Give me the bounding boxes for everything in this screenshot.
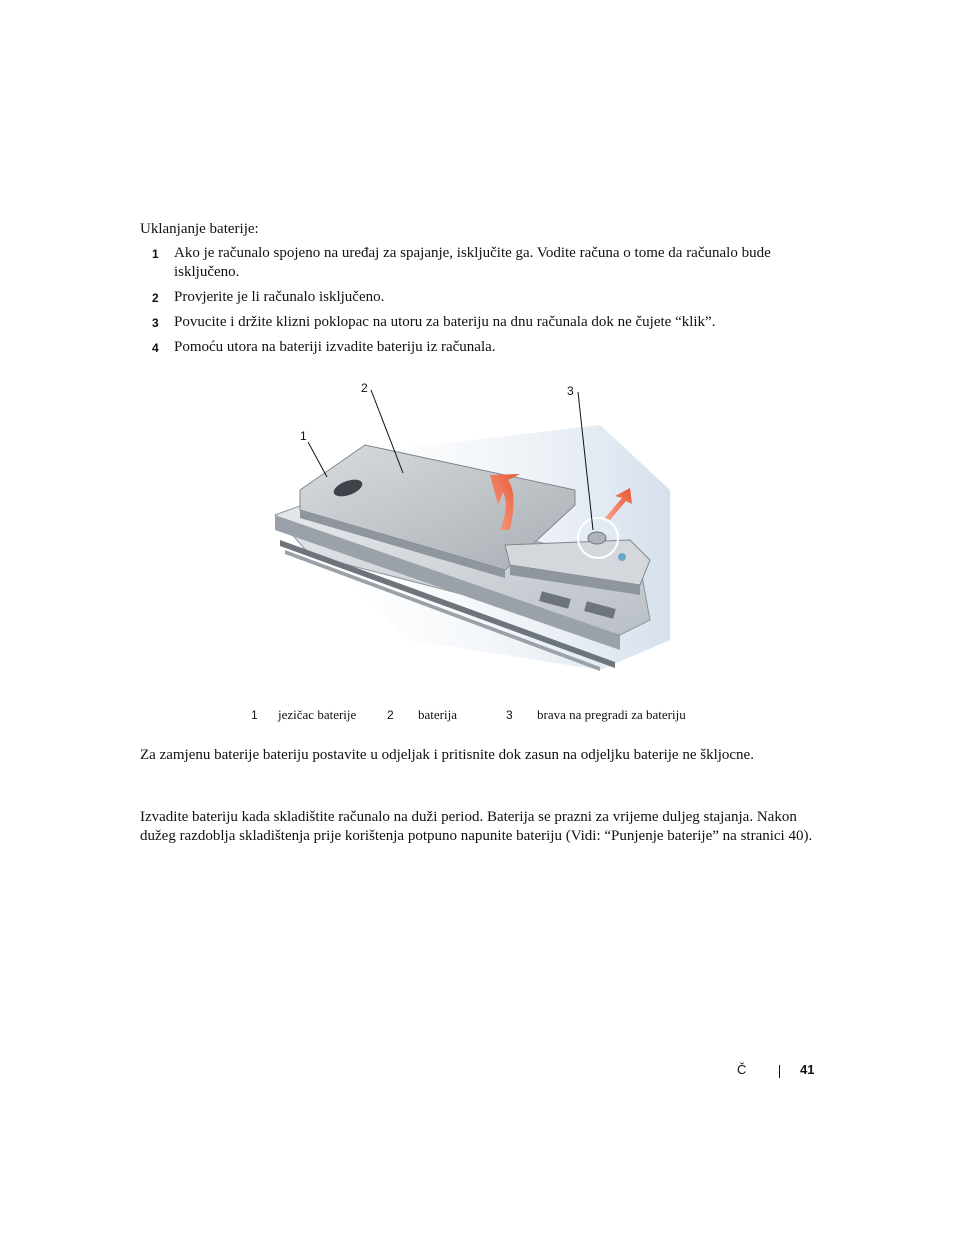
legend-label: jezičac baterije bbox=[278, 707, 357, 722]
step-text: Povucite i držite klizni poklopac na utoru za bateriju na dnu računala dok ne čujete “klik”. bbox=[174, 314, 716, 330]
battery-illustration bbox=[270, 380, 690, 680]
battery-removal-figure bbox=[270, 380, 690, 680]
replace-paragraph: Za zamjenu baterije bateriju postavite u odjeljak i pritisnite dok zasun na odjeljku baterije ne škljocne. bbox=[140, 747, 754, 763]
step-number: 1 bbox=[152, 247, 159, 261]
list-item bbox=[140, 313, 820, 332]
footer-section: Č bbox=[737, 1062, 747, 1077]
legend-number: 2 bbox=[387, 708, 394, 722]
callout-2: 2 bbox=[361, 381, 368, 395]
step-number: 3 bbox=[152, 316, 159, 330]
legend-label: baterija bbox=[418, 707, 457, 722]
page-number: 41 bbox=[800, 1062, 815, 1077]
step-number: 4 bbox=[152, 341, 159, 355]
callout-1: 1 bbox=[300, 429, 307, 443]
callout-3: 3 bbox=[567, 384, 574, 398]
legend-number: 3 bbox=[506, 708, 513, 722]
intro-text: Uklanjanje baterije: bbox=[140, 221, 259, 237]
storage-paragraph: Izvadite bateriju kada skladištite računalo na duži period. Baterija se prazni za vrijeme duljeg stajanja. Nakon dužeg razdoblja skladištenja prije korištenja potpuno napunite bateriju (Vidi: “Punjenje baterije” na stranici 40). bbox=[140, 809, 813, 844]
list-item bbox=[140, 288, 820, 307]
list-item bbox=[140, 244, 820, 282]
step-number: 2 bbox=[152, 291, 159, 305]
footer-divider bbox=[779, 1065, 780, 1078]
legend-number: 1 bbox=[251, 708, 258, 722]
figure-legend bbox=[0, 707, 954, 727]
step-text: Provjerite je li računalo isključeno. bbox=[174, 289, 385, 305]
step-text: Ako je računalo spojeno na uređaj za spajanje, isključite ga. Vodite računa o tome da računalo bude isključeno. bbox=[174, 245, 771, 280]
step-text: Pomoću utora na bateriji izvadite bateriju iz računala. bbox=[174, 339, 496, 355]
legend-label: brava na pregradi za bateriju bbox=[537, 707, 686, 722]
list-item bbox=[140, 338, 820, 357]
steps-list bbox=[140, 244, 820, 363]
